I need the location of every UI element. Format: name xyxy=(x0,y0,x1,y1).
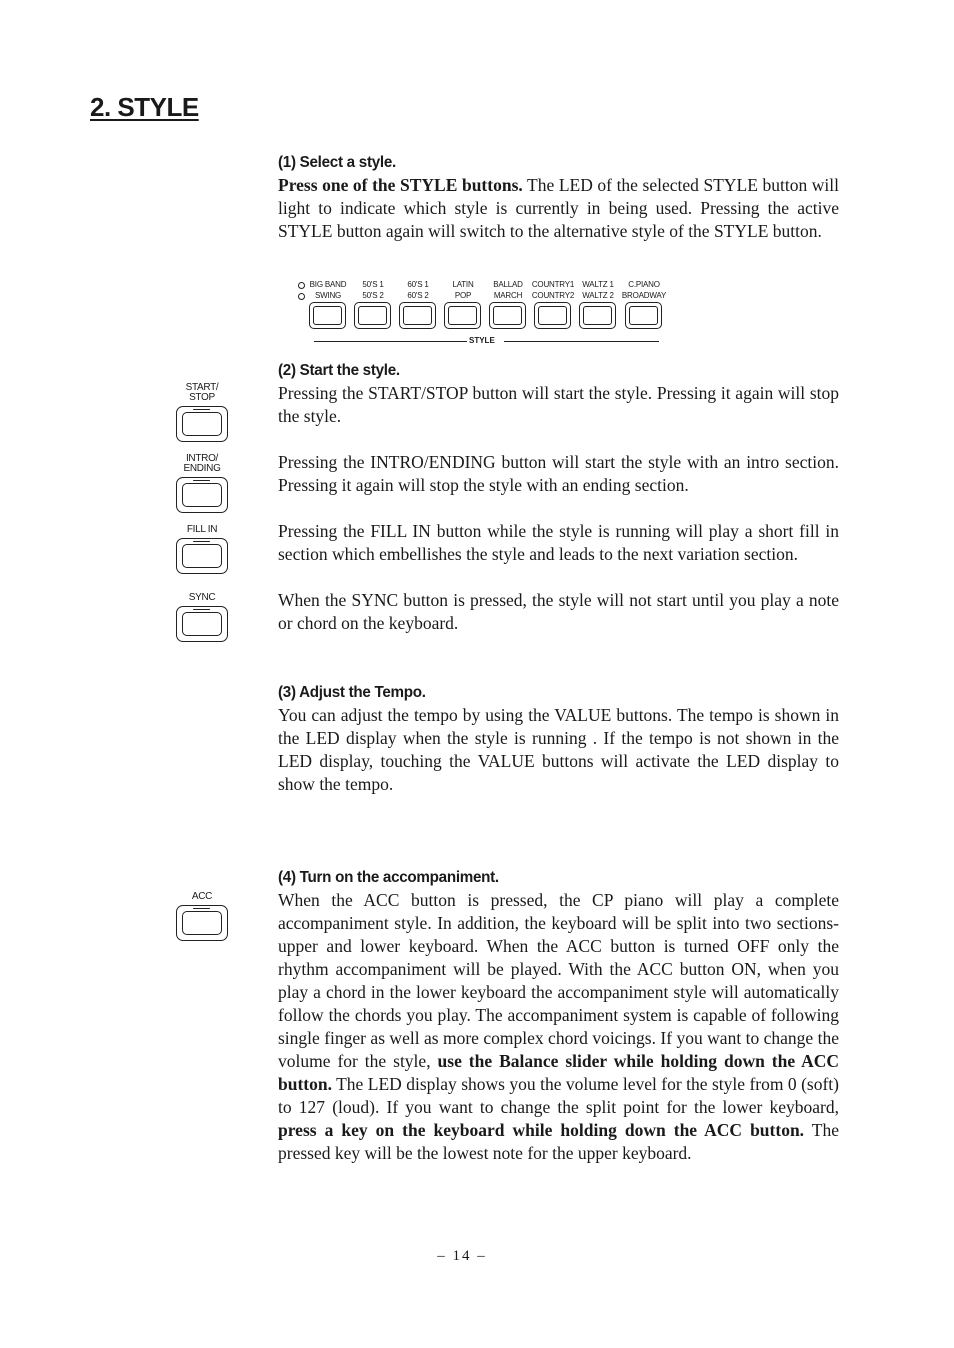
acc-button[interactable] xyxy=(176,905,228,941)
section-accompaniment xyxy=(278,869,839,1165)
intro-ending-button-illustration xyxy=(175,454,229,513)
section-paragraph: You can adjust the tempo by using the VALUE buttons. The tempo is shown in the LED display when the style is running . If the tempo is not shown in the LED display, touching the VALUE buttons will activate the LED display to show the tempo. xyxy=(278,705,839,794)
section-heading: (4) Turn on the accompaniment. xyxy=(278,869,499,886)
paragraph-text: The LED of the selected STYLE button will light to indicate which style is currently in being used. Pressing the active STYLE button again will switch to the alternative style of the STYLE button. xyxy=(278,175,839,241)
section-start-style xyxy=(278,362,839,635)
button-label: ACC xyxy=(191,891,213,902)
intro-ending-button[interactable] xyxy=(176,477,228,513)
sync-button[interactable] xyxy=(176,606,228,642)
button-label: FILL IN xyxy=(186,524,218,535)
panel-divider-right xyxy=(504,341,659,342)
page-number: – 14 – xyxy=(437,1248,487,1264)
style-label: LATIN POP xyxy=(452,280,474,300)
style-button-60s[interactable] xyxy=(399,302,436,329)
style-label: 50'S 1 50'S 2 xyxy=(362,280,384,300)
section-paragraph: Pressing the INTRO/ENDING button will start the style with an intro section. Pressing it again will stop the style with an ending section. xyxy=(278,452,839,495)
fill-in-button[interactable] xyxy=(176,538,228,574)
section-paragraph: When the SYNC button is pressed, the style will not start until you play a note or chord on the keyboard. xyxy=(278,590,839,633)
page-title: 2. STYLE xyxy=(90,92,199,122)
style-button-panel xyxy=(296,279,676,349)
style-label: BALLAD MARCH xyxy=(493,280,523,300)
style-label: COUNTRY1 COUNTRY2 xyxy=(531,280,575,300)
section-paragraph: Pressing the START/STOP button will start the style. Pressing it again will stop the style. xyxy=(278,383,839,426)
section-heading: (3) Adjust the Tempo. xyxy=(278,684,426,701)
section-paragraph: Pressing the FILL IN button while the style is running will play a short fill in section which embellishes the style and leads to the next variation section. xyxy=(278,521,839,564)
panel-divider-left xyxy=(314,341,467,342)
style-button-cpiano-broadway[interactable] xyxy=(625,302,662,329)
section-heading: (1) Select a style. xyxy=(278,154,396,171)
button-label: SYNC xyxy=(188,592,216,603)
style-button-country[interactable] xyxy=(534,302,571,329)
style-button-50s[interactable] xyxy=(354,302,391,329)
acc-button-illustration xyxy=(175,892,229,941)
bold-instruction: press a key on the keyboard while holding down the ACC button. xyxy=(278,1120,805,1140)
button-label: START/ STOP xyxy=(185,382,219,403)
style-panel-caption: STYLE xyxy=(469,336,495,345)
button-label: INTRO/ ENDING xyxy=(183,453,221,474)
style-button-waltz[interactable] xyxy=(579,302,616,329)
style-button-ballad-march[interactable] xyxy=(489,302,526,329)
style-label: C.PIANO BROADWAY xyxy=(621,280,667,300)
style-label: 60'S 1 60'S 2 xyxy=(407,280,429,300)
fill-in-button-illustration xyxy=(175,525,229,574)
style-label: WALTZ 1 WALTZ 2 xyxy=(582,280,614,300)
start-stop-button-illustration xyxy=(175,383,229,442)
sync-button-illustration xyxy=(175,593,229,642)
start-stop-button[interactable] xyxy=(176,406,228,442)
section-select-style xyxy=(278,154,839,243)
bold-instruction: use the Balance slider while holding down the ACC button. xyxy=(278,1051,840,1094)
section-heading: (2) Start the style. xyxy=(278,362,400,379)
section-paragraph: When the ACC button is pressed, the CP piano will play a complete accompaniment style. In addition, the keyboard will be split into two sections-upper and lower keyboard. When the ACC button is turned OFF only the rhythm accompaniment will be played. With the ACC button ON, when you play a chord in the lower keyboard the accompaniment style will automatically follow the chords you play. The accompaniment system is capable of following single finger as well as more complex chord voicings. If you want to change the volume for the style, use the Balance slider while holding down the ACC button. The LED display shows you the volume level for the style from 0 (soft) to 127 (loud). If you want to change the split point for the lower keyboard, press a key on the keyboard while holding down the ACC button. The pressed key will be the lowest note for the upper keyboard. xyxy=(278,890,840,1163)
section-paragraph xyxy=(278,174,839,243)
section-adjust-tempo xyxy=(278,684,839,796)
style-label: BIG BAND SWING xyxy=(309,280,347,300)
style-button-latin-pop[interactable] xyxy=(444,302,481,329)
style-button-big-band-swing[interactable] xyxy=(309,302,346,329)
bold-instruction: Press one of the STYLE buttons. xyxy=(278,175,523,195)
